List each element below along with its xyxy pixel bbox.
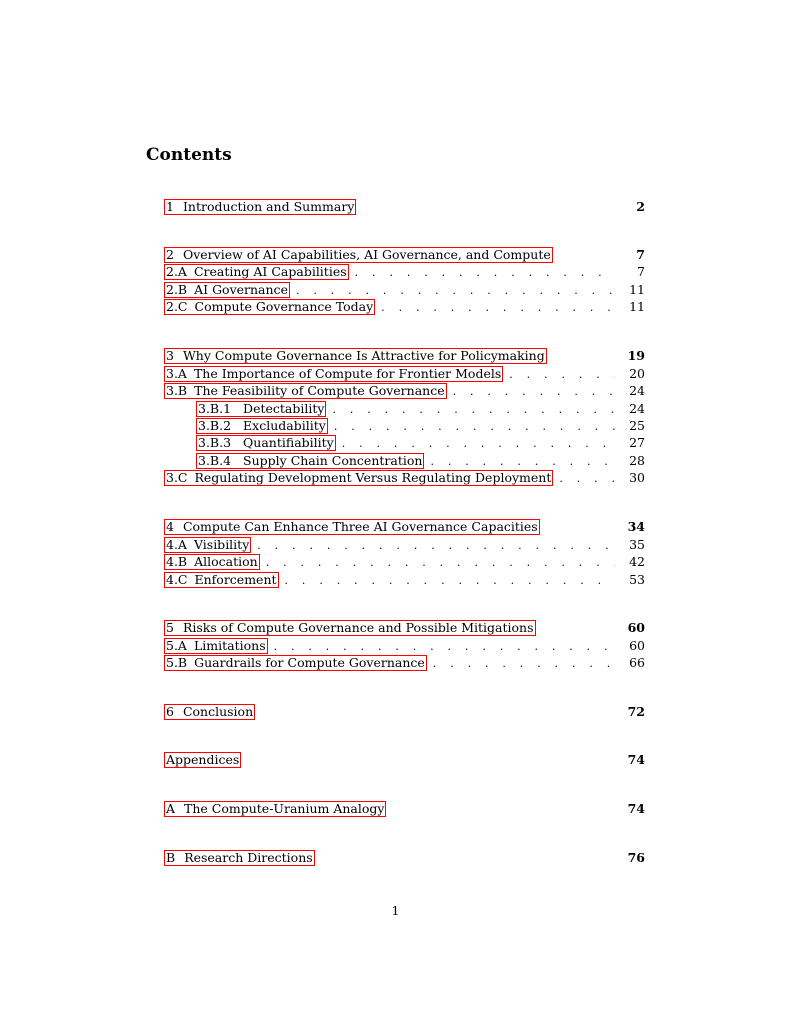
dot-leader xyxy=(433,656,615,672)
dot-leader xyxy=(296,283,615,299)
toc-link-3b4[interactable]: 3.B.4 Supply Chain Concentration xyxy=(198,453,423,468)
dot-leader xyxy=(355,265,615,281)
toc-link-4c[interactable]: 4.C Enforcement xyxy=(166,572,277,587)
toc-link-appendices[interactable]: Appendices xyxy=(166,752,240,767)
dot-leader xyxy=(266,555,615,571)
toc-entry xyxy=(164,752,645,768)
toc-entry xyxy=(164,264,645,280)
toc-page-number: 24 xyxy=(629,383,645,398)
dot-leader xyxy=(342,436,615,452)
dot-leader xyxy=(453,384,615,400)
toc-link-3c[interactable]: 3.C Regulating Development Versus Regulating Deployment xyxy=(166,470,552,485)
page-number-footer: 1 xyxy=(391,903,400,918)
toc-entry xyxy=(164,383,645,399)
toc-entry xyxy=(164,519,645,535)
toc-entry xyxy=(164,704,645,720)
toc-page-number: 72 xyxy=(627,704,645,719)
toc-link-section-2[interactable]: 2 Overview of AI Capabilities, AI Governance, and Compute xyxy=(166,247,551,262)
toc-link-section-6[interactable]: 6 Conclusion xyxy=(166,704,254,719)
toc-page-number: 27 xyxy=(629,435,645,450)
toc-link-section-1[interactable]: 1 Introduction and Summary xyxy=(166,199,355,214)
toc-entry xyxy=(164,366,645,382)
toc-page-number: 19 xyxy=(627,348,645,363)
toc-link-section-3[interactable]: 3 Why Compute Governance Is Attractive for Policymaking xyxy=(166,348,545,363)
toc-page-number: 42 xyxy=(629,554,645,569)
toc-page-number: 34 xyxy=(627,519,645,534)
toc-link-3b1[interactable]: 3.B.1 Detectability xyxy=(198,401,325,416)
toc-entry xyxy=(196,435,645,451)
dot-leader xyxy=(381,300,615,316)
toc-page-number: 35 xyxy=(629,537,645,552)
toc-link-section-5[interactable]: 5 Risks of Compute Governance and Possible Mitigations xyxy=(166,620,534,635)
toc-link-4b[interactable]: 4.B Allocation xyxy=(166,554,258,569)
toc-entry xyxy=(164,850,645,866)
toc-entry xyxy=(164,348,645,364)
dot-leader xyxy=(334,419,615,435)
toc-entry xyxy=(164,620,645,636)
toc-page-number: 7 xyxy=(636,247,645,262)
toc-page-number: 11 xyxy=(629,299,645,314)
toc-page-number: 28 xyxy=(629,453,645,468)
toc-page-number: 74 xyxy=(627,752,645,767)
toc-entry xyxy=(164,572,645,588)
dot-leader xyxy=(559,471,615,487)
toc-page-number: 2 xyxy=(636,199,645,214)
contents-heading: Contents xyxy=(146,145,232,165)
toc-page-number: 60 xyxy=(629,638,645,653)
dot-leader xyxy=(257,538,615,554)
toc-link-5b[interactable]: 5.B Guardrails for Compute Governance xyxy=(166,655,425,670)
dot-leader xyxy=(332,402,615,418)
toc-page-number: 20 xyxy=(629,366,645,381)
toc-entry xyxy=(164,470,645,486)
dot-leader xyxy=(285,573,615,589)
toc-link-section-4[interactable]: 4 Compute Can Enhance Three AI Governance Capacities xyxy=(166,519,538,534)
toc-entry xyxy=(164,299,645,315)
toc-page-number: 30 xyxy=(629,470,645,485)
toc-entry xyxy=(196,418,645,434)
toc-entry xyxy=(196,453,645,469)
dot-leader xyxy=(509,367,615,383)
toc-link-2a[interactable]: 2.A Creating AI Capabilities xyxy=(166,264,347,279)
toc-link-2b[interactable]: 2.B AI Governance xyxy=(166,282,288,297)
toc-link-appendix-b[interactable]: B Research Directions xyxy=(166,850,313,865)
toc-link-3b[interactable]: 3.B The Feasibility of Compute Governance xyxy=(166,383,445,398)
toc-page-number: 7 xyxy=(637,264,645,279)
toc-page-number: 53 xyxy=(629,572,645,587)
toc-page-number: 74 xyxy=(627,801,645,816)
toc-entry xyxy=(164,199,645,215)
toc-entry xyxy=(164,638,645,654)
toc-page-number: 24 xyxy=(629,401,645,416)
toc-entry xyxy=(164,801,645,817)
dot-leader xyxy=(274,639,615,655)
toc-link-3b3[interactable]: 3.B.3 Quantifiability xyxy=(198,435,334,450)
toc-link-3b2[interactable]: 3.B.2 Excludability xyxy=(198,418,326,433)
toc-page-number: 60 xyxy=(627,620,645,635)
toc-link-3a[interactable]: 3.A The Importance of Compute for Frontier Models xyxy=(166,366,502,381)
toc-entry xyxy=(164,537,645,553)
toc-page-number: 66 xyxy=(629,655,645,670)
toc-page-number: 11 xyxy=(629,282,645,297)
toc-link-2c[interactable]: 2.C Compute Governance Today xyxy=(166,299,374,314)
dot-leader xyxy=(430,454,615,470)
toc-link-4a[interactable]: 4.A Visibility xyxy=(166,537,250,552)
toc-link-appendix-a[interactable]: A The Compute-Uranium Analogy xyxy=(166,801,385,816)
toc-entry xyxy=(164,554,645,570)
toc-link-5a[interactable]: 5.A Limitations xyxy=(166,638,266,653)
toc-entry xyxy=(164,282,645,298)
toc-page-number: 76 xyxy=(627,850,645,865)
toc-page-number: 25 xyxy=(629,418,645,433)
toc-entry xyxy=(196,401,645,417)
toc-entry xyxy=(164,247,645,263)
toc-entry xyxy=(164,655,645,671)
